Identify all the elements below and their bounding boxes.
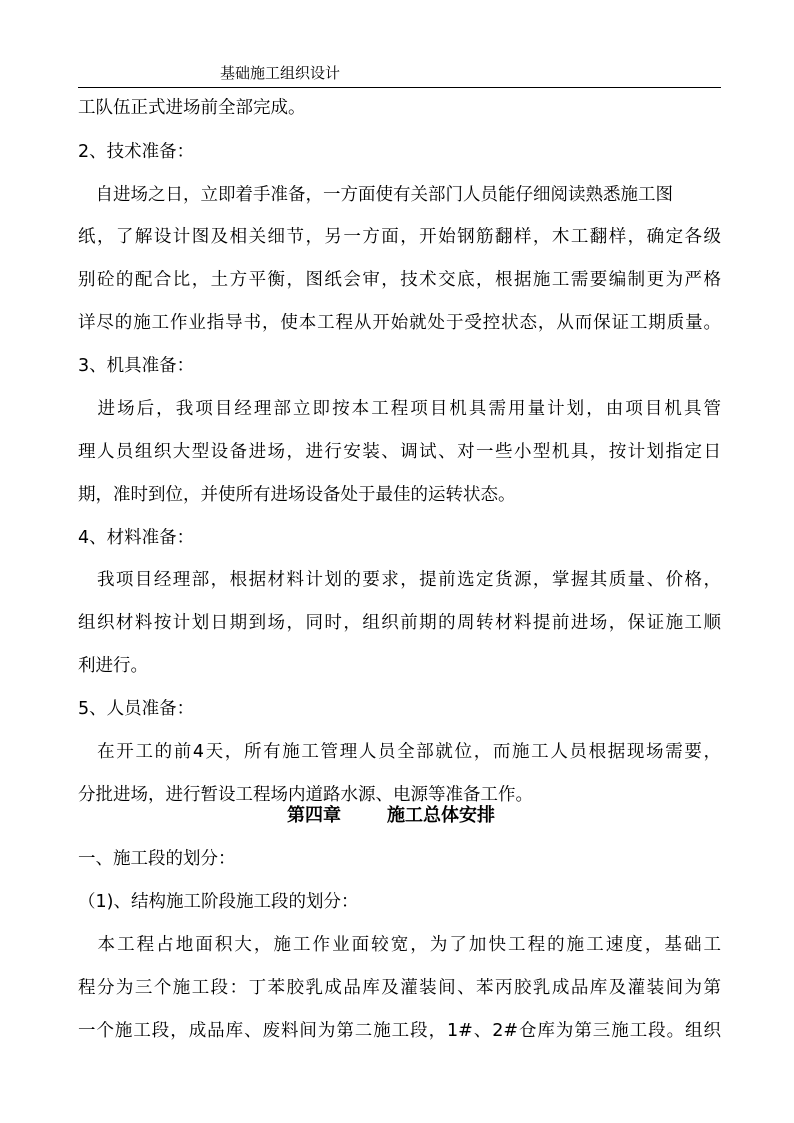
paragraph-line: 理人员组织大型设备进场，进行安装、调试、对一些小型机具，按计划指定日: [78, 442, 721, 462]
paragraph-line: 详尽的施工作业指导书，使本工程从开始就处于受控状态，从而保证工期质量。: [78, 313, 721, 333]
section-heading-division: 一、施工段的划分：: [78, 849, 236, 869]
section-heading-personnel: 5、人员准备：: [78, 699, 195, 719]
paragraph-line: 一个施工段，成品库、废料间为第二施工段，1#、2#仓库为第三施工段。组织: [78, 1021, 721, 1041]
chapter-number: 第四章: [287, 805, 341, 826]
paragraph-line: 自进场之日，立即着手准备，一方面使有关部门人员能仔细阅读熟悉施工图: [78, 185, 673, 205]
paragraph-line: 本工程占地面积大，施工作业面较宽，为了加快工程的施工速度，基础工: [78, 935, 721, 955]
chapter-title: 施工总体安排: [387, 805, 495, 826]
paragraph-line: 期，准时到位，并使所有进场设备处于最佳的运转状态。: [78, 485, 516, 505]
subsection-heading: （1)、结构施工阶段施工段的划分：: [78, 892, 359, 912]
section-heading-equipment: 3、机具准备：: [78, 356, 195, 376]
paragraph-line: 别砼的配合比，土方平衡，图纸会审，技术交底，根据施工需要编制更为严格: [78, 270, 721, 290]
paragraph-line: 组织材料按计划日期到场，同时，组织前期的周转材料提前进场，保证施工顺: [78, 613, 721, 633]
section-heading-technical: 2、技术准备：: [78, 142, 195, 162]
paragraph-line: 进场后，我项目经理部立即按本工程项目机具需用量计划，由项目机具管: [78, 399, 721, 419]
header-rule: [78, 87, 721, 88]
paragraph-line: 分批进场，进行暂设工程场内道路水源、电源等准备工作。: [78, 785, 533, 805]
paragraph-line: 程分为三个施工段：丁苯胶乳成品库及灌装间、苯丙胶乳成品库及灌装间为第: [78, 978, 721, 998]
section-heading-materials: 4、材料准备：: [78, 528, 195, 548]
paragraph-line: 工队伍正式进场前全部完成。: [78, 98, 306, 118]
header-title: 基础施工组织设计: [220, 64, 341, 82]
paragraph-line: 利进行。: [78, 656, 148, 676]
paragraph-line: 纸，了解设计图及相关细节，另一方面，开始钢筋翻样，木工翻样，确定各级: [78, 227, 721, 247]
paragraph-line: 在开工的前4天，所有施工管理人员全部就位，而施工人员根据现场需要，: [78, 742, 721, 762]
paragraph-line: 我项目经理部，根据材料计划的要求，提前选定货源，掌握其质量、价格，: [78, 570, 721, 590]
